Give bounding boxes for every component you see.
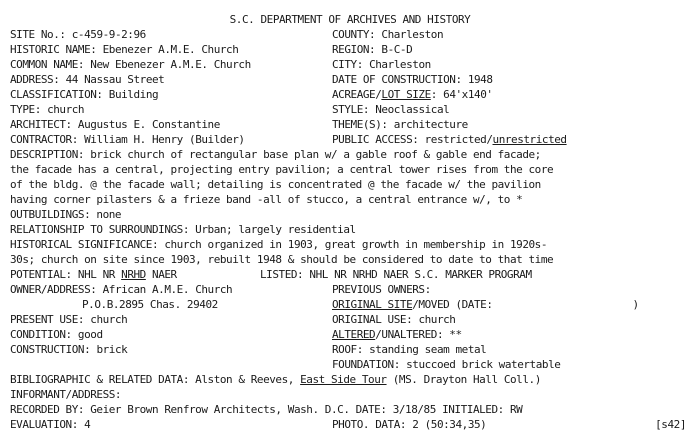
evaluation-field: EVALUATION: 4 <box>10 418 91 431</box>
date-construction-field: DATE OF CONSTRUCTION: 1948 <box>332 73 493 86</box>
potential-nrhd: NRHD <box>121 268 146 281</box>
bibliography-title: East Side Tour <box>300 373 387 386</box>
contractor-field: CONTRACTOR: William H. Henry (Builder) <box>10 133 245 146</box>
roof-value: standing seam metal <box>369 343 487 356</box>
style-value: Neoclassical <box>375 103 450 116</box>
roof-field: ROOF: standing seam metal <box>332 343 487 356</box>
potential-field: POTENTIAL: NHL NR NRHD NAER <box>10 268 177 281</box>
site-no-field: SITE No.: c-459-9-2:96 <box>10 28 146 41</box>
construction-field: CONSTRUCTION: brick <box>10 343 128 356</box>
address-field: ADDRESS: 44 Nassau Street <box>10 73 165 86</box>
theme-field: THEME(S): architecture <box>332 118 468 131</box>
owner-name: African A.M.E. Church <box>102 283 233 296</box>
bibliographic-field: BIBLIOGRAPHIC & RELATED DATA: Alston & Reeves, East Side Tour (MS. Drayton Hall Coll.) <box>10 373 541 386</box>
historic-name-field: HISTORIC NAME: Ebenezer A.M.E. Church <box>10 43 239 56</box>
style-field: STYLE: Neoclassical <box>332 103 450 116</box>
public-access-field: PUBLIC ACCESS: restricted/unrestricted <box>332 133 567 146</box>
construction-value: brick <box>96 343 128 356</box>
site-no-value: c-459-9-2:96 <box>71 28 146 41</box>
present-use-field: PRESENT USE: church <box>10 313 128 326</box>
county-value: Charleston <box>381 28 444 41</box>
foundation-field: FOUNDATION: stuccoed brick watertable <box>332 358 561 371</box>
description-line: the facade has a central, projecting entry pavilion; a central tower rises from the core <box>10 163 554 176</box>
informant-field: INFORMANT/ADDRESS: <box>10 388 122 401</box>
listed-field: LISTED: NHL NR NRHD NAER S.C. MARKER PROGRAM <box>260 268 532 281</box>
photo-data-field: PHOTO. DATA: 2 (50:34,35) <box>332 418 487 431</box>
description-line: DESCRIPTION: brick church of rectangular base plan w/ a gable roof & gable end facade; <box>10 148 541 161</box>
photo-data-value: 2 (50:34,35) <box>412 418 487 431</box>
city-value: Charleston <box>369 58 431 71</box>
classification-value: Building <box>108 88 159 101</box>
theme-value: architecture <box>393 118 468 131</box>
classification-field: CLASSIFICATION: Building <box>10 88 159 101</box>
owner-address: P.O.B.2895 Chas. 29402 <box>82 298 218 311</box>
date-construction-value: 1948 <box>467 73 493 86</box>
relationship-field: RELATIONSHIP TO SURROUNDINGS: Urban; largely residential <box>10 223 356 236</box>
condition-value: good <box>77 328 103 341</box>
original-site-field: ORIGINAL SITE/MOVED (DATE: ) <box>332 298 639 311</box>
common-name-value: New Ebenezer A.M.E. Church <box>90 58 251 71</box>
condition-field: CONDITION: good <box>10 328 103 341</box>
significance-line: 30s; church on site since 1903, rebuilt 1948 & should be considered to date to that time <box>10 253 554 266</box>
card-tag: [s42] <box>655 418 686 431</box>
description-line: having corner pilasters & a frieze band -all of stucco, a central entrance w/, to * <box>10 193 523 206</box>
significance-line: HISTORICAL SIGNIFICANCE: church organized in 1903, great growth in membership in 1920s- <box>10 238 548 251</box>
description-line: of the bldg. @ the facade wall; detailing is concentrated @ the facade w/ the pavilion <box>10 178 541 191</box>
contractor-value: William H. Henry (Builder) <box>84 133 245 146</box>
owner-field: OWNER/ADDRESS: African A.M.E. Church <box>10 283 233 296</box>
evaluation-value: 4 <box>84 418 91 431</box>
type-value: church <box>47 103 85 116</box>
architect-value: Augustus E. Constantine <box>77 118 220 131</box>
county-field: COUNTY: Charleston <box>332 28 444 41</box>
acreage-value: 64'x140' <box>443 88 493 101</box>
city-field: CITY: Charleston <box>332 58 431 71</box>
historic-name-value: Ebenezer A.M.E. Church <box>102 43 239 56</box>
card-title: S.C. DEPARTMENT OF ARCHIVES AND HISTORY <box>229 13 471 26</box>
altered-field: ALTERED/UNALTERED: ** <box>332 328 462 341</box>
address-value: 44 Nassau Street <box>65 73 165 86</box>
recorded-by-field: RECORDED BY: Geier Brown Renfrow Architects, Wash. D.C. DATE: 3/18/85 INITIALED: RW <box>10 403 523 416</box>
architect-field: ARCHITECT: Augustus E. Constantine <box>10 118 220 131</box>
acreage-field: ACREAGE/LOT SIZE: 64'x140' <box>332 88 493 101</box>
present-use-value: church <box>90 313 128 326</box>
original-use-field: ORIGINAL USE: church <box>332 313 456 326</box>
foundation-value: stuccoed brick watertable <box>406 358 561 371</box>
type-field: TYPE: church <box>10 103 85 116</box>
original-use-value: church <box>418 313 456 326</box>
listed-value: NHL NR NRHD NAER S.C. MARKER PROGRAM <box>309 268 532 281</box>
region-value: B-C-D <box>381 43 413 56</box>
outbuildings-field: OUTBUILDINGS: none <box>10 208 122 221</box>
region-field: REGION: B-C-D <box>332 43 413 56</box>
previous-owners-field: PREVIOUS OWNERS: <box>332 283 431 296</box>
common-name-field: COMMON NAME: New Ebenezer A.M.E. Church <box>10 58 251 71</box>
